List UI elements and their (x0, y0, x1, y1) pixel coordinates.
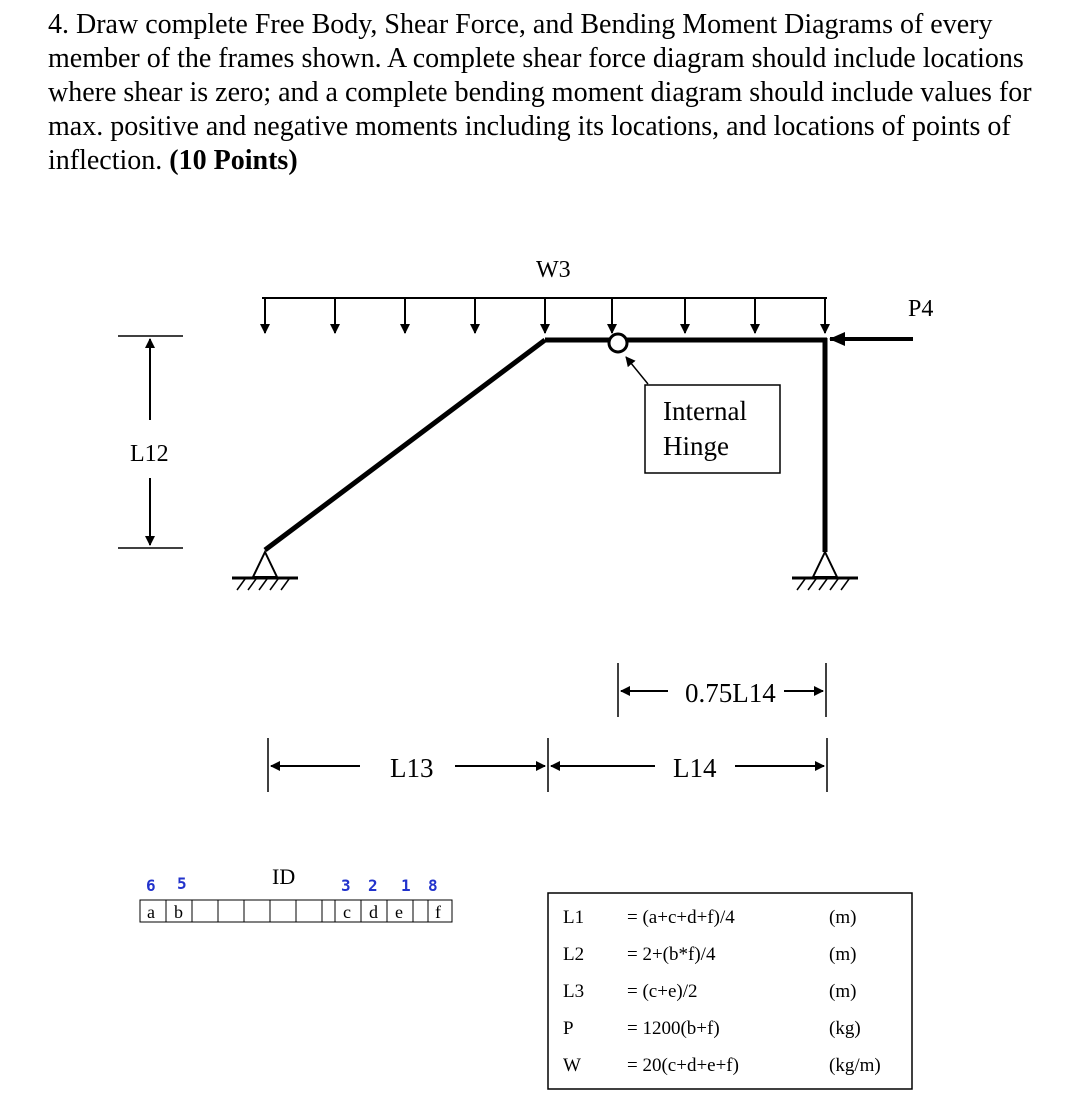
points-open: ( (169, 145, 179, 176)
dim-label-hinge-offset: 0.75L14 (685, 678, 776, 708)
id-label: ID (272, 864, 296, 889)
hinge-label-line2: Hinge (663, 431, 729, 461)
internal-hinge-icon (609, 334, 627, 352)
point-load-label: P4 (908, 296, 934, 322)
formula-var-l3: L3 (563, 981, 585, 1002)
distributed-load (262, 298, 827, 333)
formula-var-l1: L1 (563, 907, 585, 928)
load-label-w3: W3 (536, 257, 571, 283)
hand-digit-e: 1 (401, 876, 411, 895)
id-cell-b: b (174, 902, 183, 922)
hand-digit-b: 5 (177, 874, 187, 893)
formula-expr-p: = 1200(b+f) (627, 1018, 720, 1039)
formula-unit-l1: (m) (829, 907, 857, 928)
hand-digit-d: 2 (368, 876, 378, 895)
points-close: ) (288, 145, 298, 176)
pin-support-right-icon (792, 552, 858, 590)
formula-unit-w: (kg/m) (829, 1055, 881, 1076)
points-label: 10 Points (178, 145, 289, 176)
formula-var-w: W (563, 1055, 581, 1076)
hand-digit-a: 6 (146, 876, 156, 895)
formula-expr-l3: = (c+e)/2 (627, 981, 698, 1002)
formula-expr-l2: = 2+(b*f)/4 (627, 944, 716, 965)
inclined-member (265, 340, 545, 550)
id-cell-d: d (369, 902, 378, 922)
dim-label-height: L12 (130, 441, 169, 467)
hand-digit-f: 8 (428, 876, 438, 895)
id-cell-f: f (435, 902, 441, 922)
formula-var-p: P (563, 1018, 574, 1039)
id-cell-a: a (147, 902, 155, 922)
id-cell-c: c (343, 902, 351, 922)
problem-number: 4. (48, 9, 69, 40)
formula-expr-w: = 20(c+d+e+f) (627, 1055, 739, 1076)
problem-text: Draw complete Free Body, Shear Force, and Bending Moment Diagrams of every member of the frames shown. A complete shear force diagram should include locations where shear is zero; and a complete bending moment diagram should include values for max. positive and negative moments including its locations, and locations of points of inflection. (48, 9, 1032, 176)
id-cells (140, 900, 452, 922)
hand-digit-c: 3 (341, 876, 351, 895)
id-cell-e: e (395, 902, 403, 922)
hinge-pointer-arrow (626, 357, 648, 384)
dimension-spans (268, 738, 827, 792)
dim-label-span-right: L14 (673, 753, 717, 783)
formula-var-l2: L2 (563, 944, 585, 965)
dim-label-span-left: L13 (390, 753, 434, 783)
hinge-label-line1: Internal (663, 396, 747, 426)
formula-unit-l2: (m) (829, 944, 857, 965)
formula-unit-l3: (m) (829, 981, 857, 1002)
formula-unit-p: (kg) (829, 1018, 861, 1039)
pin-support-left-icon (232, 552, 298, 590)
formula-expr-l1: = (a+c+d+f)/4 (627, 907, 735, 928)
